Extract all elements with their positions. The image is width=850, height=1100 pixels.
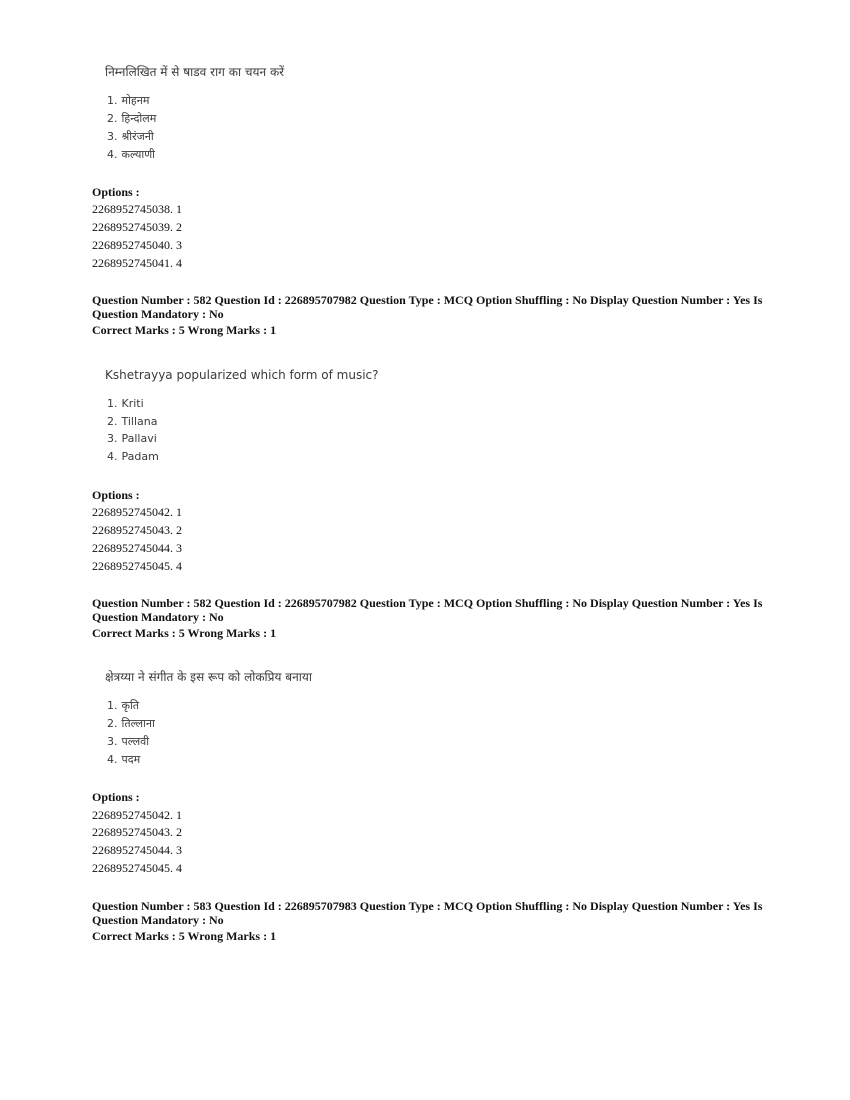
question-meta-line: Question Number : 582 Question Id : 226895707982 Question Type : MCQ Option Shuffling : No Display Question Number : Yes Is: [92, 596, 763, 610]
option-line: 2268952745038. 1: [92, 202, 182, 216]
option-line: 2268952745045. 4: [92, 861, 182, 875]
question-text: निम्नलिखित में से षाडव राग का चयन करें: [105, 65, 285, 79]
choice-number: 4.: [107, 148, 118, 161]
choice-number: 3.: [107, 432, 118, 445]
choice-text: तिल्लाना: [121, 717, 155, 730]
option-line: 2268952745043. 2: [92, 523, 182, 537]
choice-item: [107, 147, 155, 162]
question-meta-line: Question Mandatory : No: [92, 307, 224, 321]
choice-item: [107, 415, 158, 428]
choice-text: Tillana: [121, 415, 158, 428]
choice-text: Pallavi: [121, 432, 157, 445]
option-line: 2268952745039. 2: [92, 220, 182, 234]
options-label: Options :: [92, 488, 140, 502]
choice-number: 3.: [107, 735, 118, 748]
choice-number: 1.: [107, 397, 118, 410]
options-label: Options :: [92, 185, 140, 199]
choice-item: [107, 129, 154, 144]
choice-item: [107, 111, 156, 126]
choice-number: 2.: [107, 717, 118, 730]
choice-text: पदम: [121, 753, 141, 766]
marks-line: Correct Marks : 5 Wrong Marks : 1: [92, 323, 277, 337]
choice-item: [107, 93, 149, 108]
choice-text: कृति: [121, 699, 140, 712]
choice-text: श्रीरंजनी: [121, 130, 154, 143]
question-meta-line: Question Number : 583 Question Id : 226895707983 Question Type : MCQ Option Shuffling : No Display Question Number : Yes Is: [92, 899, 763, 913]
choice-item: [107, 752, 140, 767]
option-line: 2268952745040. 3: [92, 238, 182, 252]
question-text: Kshetrayya popularized which form of music?: [105, 368, 379, 382]
choice-text: Padam: [121, 450, 159, 463]
choice-number: 1.: [107, 699, 118, 712]
options-label: Options :: [92, 790, 140, 804]
choice-number: 1.: [107, 94, 118, 107]
choice-number: 4.: [107, 450, 118, 463]
choice-number: 4.: [107, 753, 118, 766]
choice-number: 3.: [107, 130, 118, 143]
question-meta-line: Question Mandatory : No: [92, 913, 224, 927]
option-line: 2268952745041. 4: [92, 256, 182, 270]
question-meta-line: Question Number : 582 Question Id : 226895707982 Question Type : MCQ Option Shuffling : No Display Question Number : Yes Is: [92, 293, 763, 307]
choice-item: [107, 450, 159, 463]
choice-item: [107, 734, 149, 749]
choice-text: हिन्दोलम: [121, 112, 157, 125]
choice-item: [107, 397, 144, 410]
option-line: 2268952745044. 3: [92, 541, 182, 555]
option-line: 2268952745042. 1: [92, 808, 182, 822]
option-line: 2268952745043. 2: [92, 825, 182, 839]
choice-text: मोहनम: [121, 94, 150, 107]
option-line: 2268952745045. 4: [92, 559, 182, 573]
choice-number: 2.: [107, 415, 118, 428]
option-line: 2268952745044. 3: [92, 843, 182, 857]
choice-item: [107, 698, 139, 713]
choice-number: 2.: [107, 112, 118, 125]
choice-item: [107, 716, 155, 731]
marks-line: Correct Marks : 5 Wrong Marks : 1: [92, 626, 277, 640]
option-line: 2268952745042. 1: [92, 505, 182, 519]
choice-text: Kriti: [121, 397, 144, 410]
question-text: क्षेत्रय्या ने संगीत के इस रूप को लोकप्रिय बनाया: [105, 670, 312, 684]
choice-item: [107, 432, 157, 445]
choice-text: कल्याणी: [121, 148, 156, 161]
marks-line: Correct Marks : 5 Wrong Marks : 1: [92, 929, 277, 943]
question-meta-line: Question Mandatory : No: [92, 610, 224, 624]
choice-text: पल्लवी: [121, 735, 150, 748]
